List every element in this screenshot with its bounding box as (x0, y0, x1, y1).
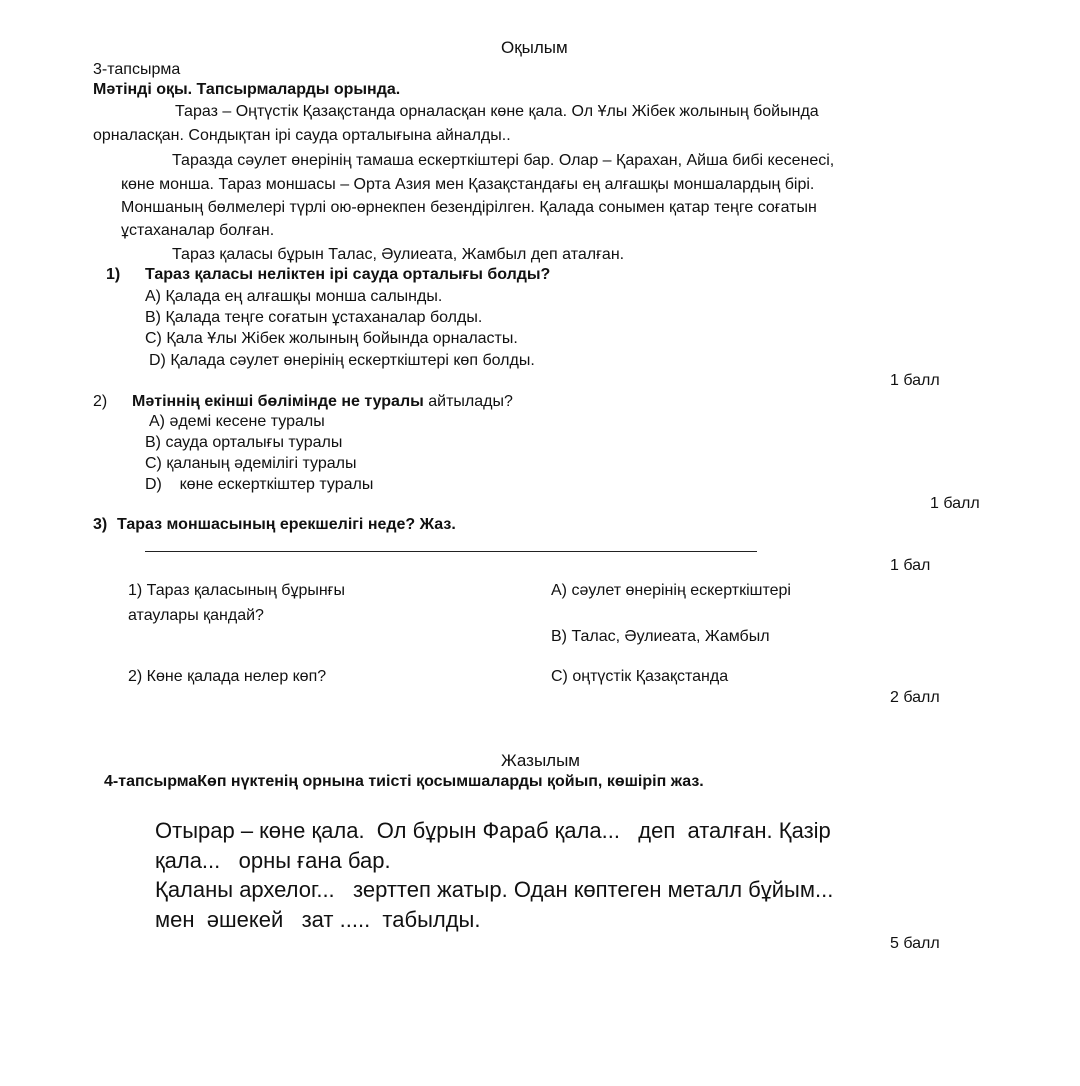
q2-option-d: D) көне ескерткіштер туралы (145, 476, 374, 493)
q3-score: 1 бал (890, 557, 931, 574)
matching-right-b: B) Талас, Әулиеата, Жамбыл (551, 628, 770, 645)
q3-text: Тараз моншасының ерекшелігі неде? Жаз. (117, 516, 456, 533)
matching-score: 2 балл (890, 689, 940, 706)
q1-text: Тараз қаласы неліктен ірі сауда орталығы болды? (145, 266, 551, 283)
q1-option-d: D) Қалада сәулет өнерінің ескерткіштері көп болды. (149, 352, 535, 369)
paragraph-2-line-3: Моншаның бөлмелері түрлі ою-өрнекпен безендірілген. Қалада сонымен қатар теңге соғатын (121, 199, 817, 216)
q2-option-c: C) қаланың әдемілігі туралы (145, 455, 357, 472)
writing-line-1: Отырар – көне қала. Ол бұрын Фараб қала... деп аталған. Қазір (155, 818, 831, 843)
task-3-instruction: Мәтінді оқы. Тапсырмаларды орында. (93, 81, 401, 98)
q1-option-c: C) Қала Ұлы Жібек жолының бойында орналасты. (145, 330, 518, 347)
writing-title: Жазылым (501, 751, 580, 770)
paragraph-1-line-1: Тараз – Оңтүстік Қазақстанда орналасқан көне қала. Ол Ұлы Жібек жолының бойында (175, 103, 819, 120)
q2-number: 2) (93, 393, 108, 410)
reading-title: Оқылым (501, 38, 568, 57)
q1-number: 1) (106, 266, 121, 283)
q2-option-b: B) сауда орталығы туралы (145, 434, 343, 451)
q1-option-a: A) Қалада ең алғашқы монша салынды. (145, 288, 443, 305)
q1-option-b: B) Қалада теңге соғатын ұстаханалар болды. (145, 309, 483, 326)
q2-text-rest: айтылады? (423, 393, 513, 410)
matching-left-2: 2) Көне қалада нелер көп? (128, 668, 327, 685)
writing-line-3: Қаланы архелог... зерттеп жатыр. Одан көптеген металл бұйым... (155, 877, 834, 902)
task-4-instruction: 4-тапсырмаКөп нүктенің орнына тиісті қосымшаларды қойып, көшіріп жаз. (104, 773, 704, 790)
matching-left-1-line-1: 1) Тараз қаласының бұрынғы (128, 582, 346, 599)
writing-line-4: мен әшекей зат ..... табылды. (155, 907, 481, 932)
q3-number: 3) (93, 516, 108, 533)
writing-score: 5 балл (890, 935, 940, 952)
q2-text (132, 392, 513, 412)
matching-left-1-line-2: атаулары қандай? (128, 607, 264, 624)
q1-score: 1 балл (890, 372, 940, 389)
paragraph-2-line-4: ұстаханалар болған. (121, 222, 275, 239)
paragraph-2-line-2: көне монша. Тараз моншасы – Орта Азия мен Қазақстандағы ең алғашқы моншалардың бірі. (121, 176, 815, 193)
matching-right-c: C) оңтүстік Қазақстанда (551, 668, 729, 685)
q3-answer-line (145, 551, 757, 552)
writing-line-2: қала... орны ғана бар. (155, 848, 391, 873)
q2-text-bold: Мәтіннің екінші бөлімінде не туралы (132, 393, 424, 410)
q2-score: 1 балл (930, 495, 980, 512)
q2-option-a: A) әдемі кесене туралы (149, 413, 325, 430)
paragraph-2-line-1: Таразда сәулет өнерінің тамаша ескерткіштері бар. Олар – Қарахан, Айша бибі кесенесі, (172, 152, 835, 169)
paragraph-3: Тараз қаласы бұрын Талас, Әулиеата, Жамбыл деп аталған. (172, 246, 625, 263)
paragraph-1-line-2: орналасқан. Сондықтан ірі сауда орталығына айналды.. (93, 127, 511, 144)
matching-right-a: A) сәулет өнерінің ескерткіштері (551, 582, 791, 599)
task-3-label: 3-тапсырма (93, 61, 181, 78)
